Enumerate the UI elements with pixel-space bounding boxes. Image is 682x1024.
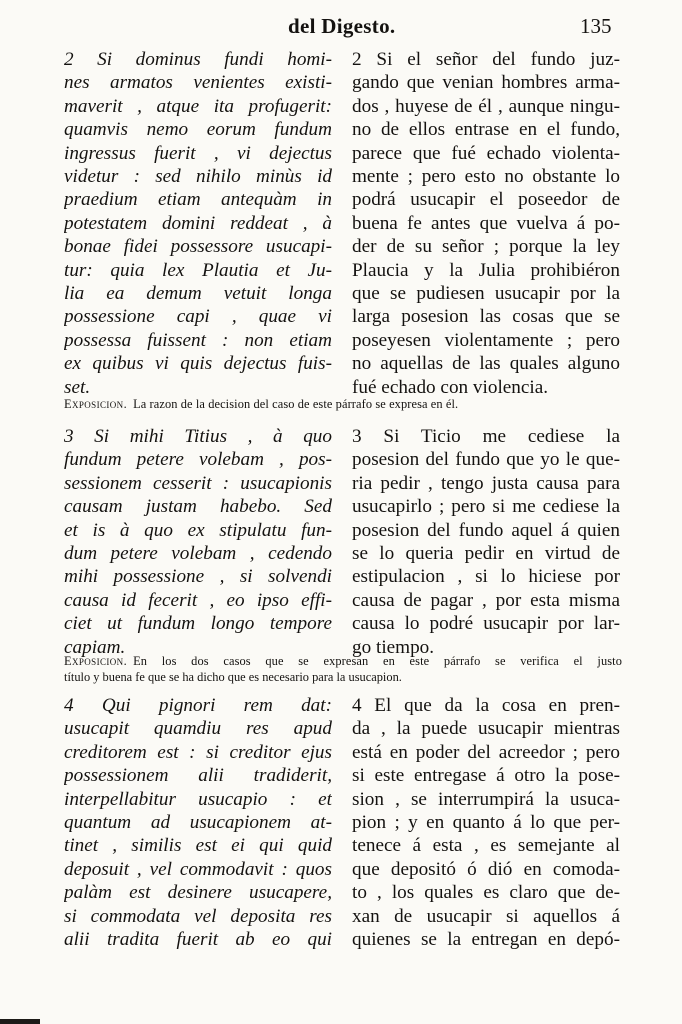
spanish-line: que se pudiesen usucapir por la	[352, 283, 620, 305]
spanish-line: si este entregase á otro la pose-	[352, 765, 620, 787]
note-line	[64, 397, 622, 413]
spanish-line: larga posesion las cosas que se	[352, 306, 620, 328]
spanish-line: 4 El que da la cosa en pren-	[352, 695, 620, 716]
latin-line: maverit , atque ita profugerit:	[64, 95, 332, 117]
latin-line: et is à quo ex stipulatu fun-	[64, 519, 332, 541]
spanish-line: der de su señor ; porque la ley	[352, 236, 620, 258]
latin-line: causam justam habebo. Sed	[64, 496, 332, 518]
latin-line: possessa fuissent : non etiam	[64, 329, 332, 351]
spanish-line: to , los quales es claro que de-	[352, 882, 620, 904]
latin-line: nes armatos venientes existi-	[64, 72, 332, 94]
latin-line: usucapit quamdiu res apud	[64, 718, 332, 740]
page-number: 135	[580, 14, 612, 38]
spanish-line: pion ; y en quanto á lo que per-	[352, 812, 620, 834]
latin-line: 2 Si dominus fundi homi-	[64, 49, 332, 70]
spanish-line: ria pedir , tengo justa causa para	[352, 472, 620, 494]
running-title: del Digesto.	[288, 14, 396, 38]
spanish-line: Plaucia y la Julia prohibiéron	[352, 259, 620, 281]
spanish-line: 3 Si Ticio me cediese la	[352, 426, 620, 447]
spanish-line: se lo queria pedir en virtud de	[352, 543, 620, 565]
note-label: Exposicion.	[64, 654, 128, 668]
spanish-line: posesion del fundo aquel á quien	[352, 519, 620, 541]
latin-line: capiam.	[64, 636, 126, 658]
latin-line: creditorem est : si creditor ejus	[64, 741, 332, 763]
latin-line: dum petere volebam , cedendo	[64, 543, 332, 565]
spanish-line: tenece á esta , es semejante al	[352, 835, 620, 857]
latin-line: alii tradita fuerit ab eo qui	[64, 929, 332, 951]
spanish-line: que depositó ó dió en comoda-	[352, 858, 620, 880]
spanish-line: estipulacion , si lo hiciese por	[352, 566, 620, 588]
spanish-line: parece que fué echado violenta-	[352, 142, 620, 164]
latin-line: sessionem cesserit : usucapionis	[64, 472, 332, 494]
latin-line: possessione capi , quae vi	[64, 306, 332, 328]
latin-line: si commodata vel deposita res	[64, 905, 332, 927]
spanish-line: causa de pagar , por esta misma	[352, 589, 620, 611]
spanish-line: 2 Si el señor del fundo juz-	[352, 49, 620, 70]
latin-line: potestatem domini reddeat , à	[64, 212, 332, 234]
spanish-line: está en poder del acreedor ; pero	[352, 741, 620, 763]
latin-line: set.	[64, 376, 91, 398]
latin-line: palàm est desinere usucapere,	[64, 882, 332, 904]
spanish-line: go tiempo.	[352, 636, 435, 658]
latin-line: mihi possessione , si solvendi	[64, 566, 332, 588]
note-text: La razon de la decision del caso de este párrafo se expresa en él.	[133, 397, 459, 411]
latin-line: causa id fecerit , eo ipso effi-	[64, 589, 332, 611]
spanish-line: mente ; pero esto no obstante lo	[352, 166, 620, 188]
note-label: Exposicion.	[64, 397, 128, 411]
spanish-line: buena fe antes que vuelva á po-	[352, 212, 620, 234]
spanish-line: no de ellos entrase en el fundo,	[352, 119, 620, 141]
latin-line: possessionem alii tradiderit,	[64, 765, 332, 787]
spanish-line: podrá usucapir el poseedor de	[352, 189, 620, 211]
latin-line: tur: quia lex Plautia et Ju-	[64, 259, 332, 281]
spanish-line: xan de usucapir si aquellos á	[352, 905, 620, 927]
latin-line: ingressus fuerit , vi dejectus	[64, 142, 332, 164]
latin-line: lia ea demum vetuit longa	[64, 283, 332, 305]
latin-line: bonae fidei possessore usucapi-	[64, 236, 332, 258]
latin-line: tinet , similis est ei qui quid	[64, 835, 332, 857]
spanish-line: gando que venian hombres arma-	[352, 72, 620, 94]
latin-column	[64, 694, 332, 951]
running-header	[0, 14, 682, 44]
latin-line: quamvis nemo eorum fundum	[64, 119, 332, 141]
note-line: título y buena fe que se ha dicho que es necesario para la usucapion.	[64, 669, 402, 684]
latin-line: 3 Si mihi Titius , à quo	[64, 426, 332, 447]
latin-line: ciet ut fundum longo tempore	[64, 613, 332, 635]
latin-line: fundum petere volebam , pos-	[64, 449, 332, 471]
latin-column	[64, 425, 332, 659]
note-line	[64, 654, 622, 670]
spanish-line: fué echado con violencia.	[352, 376, 549, 398]
note-text: En los dos casos que se expresan en este párrafo se verifica el justo	[133, 654, 622, 668]
scan-edge-mark	[0, 1019, 40, 1024]
exposicion-note	[64, 397, 622, 413]
spanish-line: sion , se interrumpirá la usuca-	[352, 788, 620, 810]
spanish-line: no aquellas de las quales alguno	[352, 353, 620, 375]
exposicion-note	[64, 654, 622, 685]
spanish-column	[352, 48, 620, 399]
latin-line: quantum ad usucapionem at-	[64, 812, 332, 834]
latin-line: interpellabitur usucapio : et	[64, 788, 332, 810]
spanish-line: causa lo podré usucapir por lar-	[352, 613, 620, 635]
latin-line: ex quibus vi quis dejectus fuis-	[64, 353, 332, 375]
latin-line: deposuit , vel commodavit : quos	[64, 858, 332, 880]
spanish-column	[352, 694, 620, 951]
spanish-column	[352, 425, 620, 659]
latin-column	[64, 48, 332, 399]
latin-line: videtur : sed nihilo minùs id	[64, 166, 332, 188]
latin-line: 4 Qui pignori rem dat:	[64, 695, 332, 716]
spanish-line: poseyesen violentamente ; pero	[352, 329, 620, 351]
spanish-line: posesion del fundo que yo le que-	[352, 449, 620, 471]
spanish-line: quienes se la entregan en depó-	[352, 929, 620, 951]
spanish-line: dos , huyese de él , aunque ningu-	[352, 95, 620, 117]
spanish-line: da , la puede usucapir mientras	[352, 718, 620, 740]
latin-line: praedium etiam antequàm in	[64, 189, 332, 211]
spanish-line: usucapirlo ; pero si me cediese la	[352, 496, 620, 518]
